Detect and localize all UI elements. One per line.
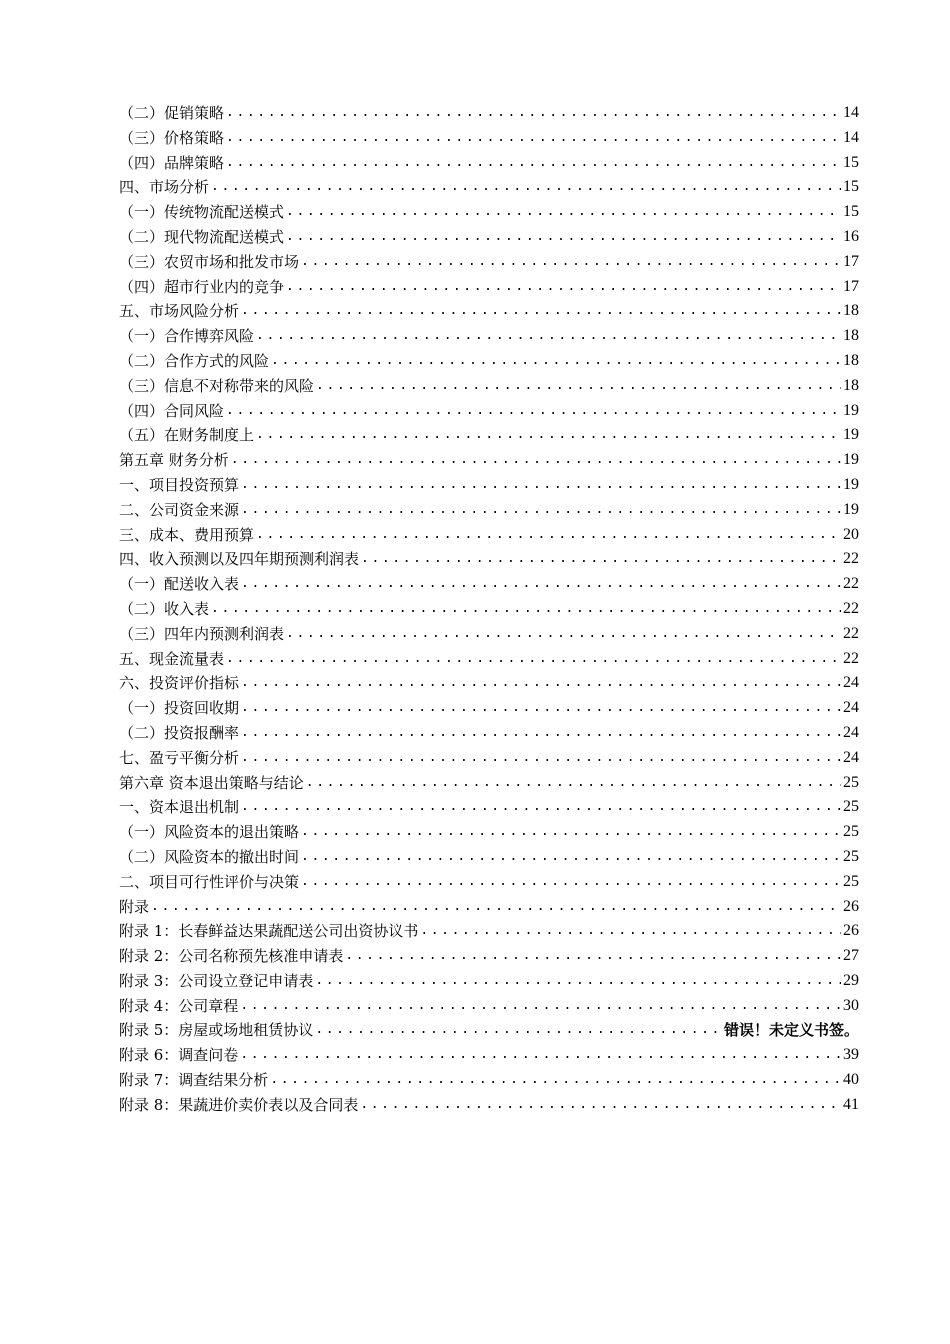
toc-entry-title: 附录 6：调查问卷 xyxy=(119,1046,239,1065)
toc-entry-title: 一、项目投资预算 xyxy=(119,475,240,494)
toc-entry[interactable] xyxy=(119,498,859,523)
toc-dot-leader xyxy=(301,870,841,895)
toc-entry-title: 附录 1：长春鲜益达果蔬配送公司出资协议书 xyxy=(119,922,419,941)
toc-entry-title: （二）现代物流配送模式 xyxy=(119,227,285,246)
toc-entry[interactable] xyxy=(119,473,859,498)
toc-entry[interactable] xyxy=(119,647,859,672)
toc-dot-leader xyxy=(226,101,841,126)
toc-dot-leader xyxy=(241,696,841,721)
toc-entry[interactable] xyxy=(119,721,859,746)
toc-page-number: 19 xyxy=(843,401,859,419)
toc-dot-leader xyxy=(241,473,841,498)
toc-page-number: 22 xyxy=(843,649,859,667)
toc-entry-title: （四）合同风险 xyxy=(119,401,225,420)
toc-dot-leader xyxy=(226,126,841,151)
toc-page-number: 19 xyxy=(843,500,859,518)
toc-bookmark-error: 错误！未定义书签。 xyxy=(723,1021,859,1040)
toc-entry-title: （三）价格策略 xyxy=(119,128,225,147)
toc-page-number: 29 xyxy=(843,971,859,989)
toc-entry[interactable] xyxy=(119,126,859,151)
toc-dot-leader xyxy=(301,845,841,870)
toc-page-number: 24 xyxy=(843,723,859,741)
toc-dot-leader xyxy=(271,349,841,374)
toc-dot-leader xyxy=(240,1043,841,1068)
toc-page-number: 15 xyxy=(843,203,859,221)
toc-entry[interactable] xyxy=(119,399,859,424)
toc-entry[interactable] xyxy=(119,1018,859,1043)
toc-entry[interactable] xyxy=(119,175,859,200)
toc-page-number: 18 xyxy=(843,376,859,394)
toc-dot-leader xyxy=(241,795,841,820)
toc-entry-title: 四、收入预测以及四年期预测利润表 xyxy=(119,550,360,569)
toc-page-number: 25 xyxy=(843,773,859,791)
toc-entry[interactable] xyxy=(119,969,859,994)
toc-entry[interactable] xyxy=(119,944,859,969)
toc-entry-title: 七、盈亏平衡分析 xyxy=(119,748,240,767)
toc-dot-leader xyxy=(286,200,841,225)
toc-page-number: 22 xyxy=(843,575,859,593)
toc-entry[interactable] xyxy=(119,845,859,870)
toc-page-number: 18 xyxy=(843,327,859,345)
toc-page-number: 15 xyxy=(843,178,859,196)
toc-entry[interactable] xyxy=(119,324,859,349)
toc-entry[interactable] xyxy=(119,1093,859,1118)
toc-entry-title: 五、现金流量表 xyxy=(119,649,225,668)
toc-entry-title: 二、项目可行性评价与决策 xyxy=(119,872,300,891)
toc-page-number: 18 xyxy=(843,351,859,369)
toc-page-number: 26 xyxy=(843,922,859,940)
toc-entry-title: 五、市场风险分析 xyxy=(119,302,240,321)
toc-page-number: 24 xyxy=(843,748,859,766)
toc-dot-leader xyxy=(151,895,841,920)
toc-page-number: 27 xyxy=(843,947,859,965)
toc-page-number: 19 xyxy=(843,451,859,469)
toc-page-number: 24 xyxy=(843,674,859,692)
toc-dot-leader xyxy=(286,225,841,250)
toc-entry[interactable] xyxy=(119,101,859,126)
toc-entry-title: 六、投资评价指标 xyxy=(119,674,240,693)
toc-entry[interactable] xyxy=(119,547,859,572)
toc-dot-leader xyxy=(226,647,841,672)
toc-dot-leader xyxy=(226,151,841,176)
toc-entry-title: （二）收入表 xyxy=(119,599,210,618)
toc-dot-leader xyxy=(345,944,841,969)
toc-entry[interactable] xyxy=(119,1068,859,1093)
toc-entry[interactable] xyxy=(119,597,859,622)
toc-entry-title: 三、成本、费用预算 xyxy=(119,525,255,544)
toc-entry-title: （五）在财务制度上 xyxy=(119,426,255,445)
toc-page-number: 19 xyxy=(843,426,859,444)
toc-page-number: 17 xyxy=(843,252,859,270)
toc-entry[interactable] xyxy=(119,349,859,374)
toc-entry[interactable] xyxy=(119,622,859,647)
toc-entry[interactable] xyxy=(119,671,859,696)
toc-dot-leader xyxy=(256,423,841,448)
toc-page-number: 22 xyxy=(843,550,859,568)
table-of-contents xyxy=(119,101,859,1118)
toc-dot-leader xyxy=(240,994,841,1019)
toc-entry[interactable] xyxy=(119,523,859,548)
toc-entry[interactable] xyxy=(119,250,859,275)
toc-entry-title: （二）促销策略 xyxy=(119,104,225,122)
toc-entry[interactable] xyxy=(119,919,859,944)
toc-dot-leader xyxy=(241,671,841,696)
toc-page-number: 18 xyxy=(843,302,859,320)
toc-dot-leader xyxy=(256,324,841,349)
toc-entry-title: （三）四年内预测利润表 xyxy=(119,624,285,643)
toc-entry[interactable] xyxy=(119,746,859,771)
toc-page-number: 40 xyxy=(843,1071,859,1089)
toc-dot-leader xyxy=(211,597,841,622)
toc-page-number: 25 xyxy=(843,847,859,865)
toc-entry-title: 四、市场分析 xyxy=(119,178,210,197)
toc-entry-title: （一）合作博弈风险 xyxy=(119,327,255,346)
toc-dot-leader xyxy=(306,771,841,796)
toc-page-number: 22 xyxy=(843,599,859,617)
toc-dot-leader xyxy=(241,498,841,523)
toc-page-number: 25 xyxy=(843,823,859,841)
toc-page-number: 20 xyxy=(843,525,859,543)
toc-entry-title: （一）风险资本的退出策略 xyxy=(119,823,300,842)
toc-page-number: 22 xyxy=(843,624,859,642)
toc-dot-leader xyxy=(256,523,841,548)
toc-dot-leader xyxy=(361,547,841,572)
toc-dot-leader xyxy=(316,374,841,399)
toc-dot-leader xyxy=(270,1068,841,1093)
toc-dot-leader xyxy=(241,299,841,324)
toc-entry[interactable] xyxy=(119,820,859,845)
toc-dot-leader xyxy=(241,721,841,746)
toc-dot-leader xyxy=(286,622,841,647)
toc-dot-leader xyxy=(315,1018,722,1043)
toc-entry-title: 附录 2：公司名称预先核准申请表 xyxy=(119,947,344,966)
toc-entry-title: 附录 xyxy=(119,897,150,916)
toc-entry[interactable] xyxy=(119,1043,859,1068)
toc-entry[interactable] xyxy=(119,200,859,225)
toc-page-number: 39 xyxy=(843,1046,859,1064)
toc-entry[interactable] xyxy=(119,994,859,1019)
toc-page-number: 25 xyxy=(843,798,859,816)
toc-entry-title: 第六章 资本退出策略与结论 xyxy=(119,773,304,792)
toc-page-number: 14 xyxy=(843,104,859,121)
toc-dot-leader xyxy=(315,969,841,994)
toc-entry-title: （三）农贸市场和批发市场 xyxy=(119,252,300,271)
toc-page-number: 14 xyxy=(843,128,859,146)
toc-page-number: 41 xyxy=(843,1095,859,1113)
toc-entry[interactable] xyxy=(119,895,859,920)
toc-dot-leader xyxy=(226,399,841,424)
toc-page-number: 15 xyxy=(843,153,859,171)
toc-entry-title: （一）传统物流配送模式 xyxy=(119,203,285,222)
toc-entry[interactable] xyxy=(119,771,859,796)
toc-entry-title: 附录 7：调查结果分析 xyxy=(119,1071,269,1090)
toc-dot-leader xyxy=(286,275,841,300)
toc-entry-title: （四）超市行业内的竞争 xyxy=(119,277,285,296)
toc-entry[interactable] xyxy=(119,299,859,324)
toc-dot-leader xyxy=(301,250,841,275)
toc-page-number: 26 xyxy=(843,897,859,915)
toc-entry-title: 第五章 财务分析 xyxy=(119,451,229,470)
toc-entry[interactable] xyxy=(119,423,859,448)
toc-entry[interactable] xyxy=(119,795,859,820)
toc-page-number: 16 xyxy=(843,227,859,245)
toc-dot-leader xyxy=(301,820,841,845)
toc-entry-title: （二）投资报酬率 xyxy=(119,723,240,742)
toc-entry-title: （四）品牌策略 xyxy=(119,153,225,172)
toc-page-number: 24 xyxy=(843,699,859,717)
toc-dot-leader xyxy=(360,1093,841,1118)
toc-entry[interactable] xyxy=(119,870,859,895)
toc-entry-title: 二、公司资金来源 xyxy=(119,500,240,519)
toc-entry[interactable] xyxy=(119,374,859,399)
toc-dot-leader xyxy=(241,572,841,597)
toc-entry-title: （二）合作方式的风险 xyxy=(119,351,270,370)
toc-page-number: 25 xyxy=(843,872,859,890)
toc-entry[interactable] xyxy=(119,696,859,721)
toc-entry[interactable] xyxy=(119,151,859,176)
toc-dot-leader xyxy=(420,919,841,944)
toc-entry-title: 附录 3：公司设立登记申请表 xyxy=(119,971,314,990)
toc-page-number: 19 xyxy=(843,475,859,493)
toc-entry[interactable] xyxy=(119,448,859,473)
toc-entry-title: （一）配送收入表 xyxy=(119,575,240,594)
toc-dot-leader xyxy=(241,746,841,771)
toc-entry-title: 附录 5：房屋或场地租赁协议 xyxy=(119,1021,314,1040)
toc-page-number: 30 xyxy=(843,996,859,1014)
toc-entry[interactable] xyxy=(119,275,859,300)
toc-entry-title: （二）风险资本的撤出时间 xyxy=(119,847,300,866)
toc-dot-leader xyxy=(231,448,841,473)
toc-entry-title: 一、资本退出机制 xyxy=(119,798,240,817)
toc-dot-leader xyxy=(211,175,841,200)
toc-entry-title: 附录 4：公司章程 xyxy=(119,996,239,1015)
toc-entry-title: （一）投资回收期 xyxy=(119,699,240,718)
toc-entry-title: （三）信息不对称带来的风险 xyxy=(119,376,315,395)
toc-page-number: 17 xyxy=(843,277,859,295)
toc-entry[interactable] xyxy=(119,225,859,250)
toc-entry[interactable] xyxy=(119,572,859,597)
toc-entry-title: 附录 8：果蔬进价卖价表以及合同表 xyxy=(119,1095,359,1114)
